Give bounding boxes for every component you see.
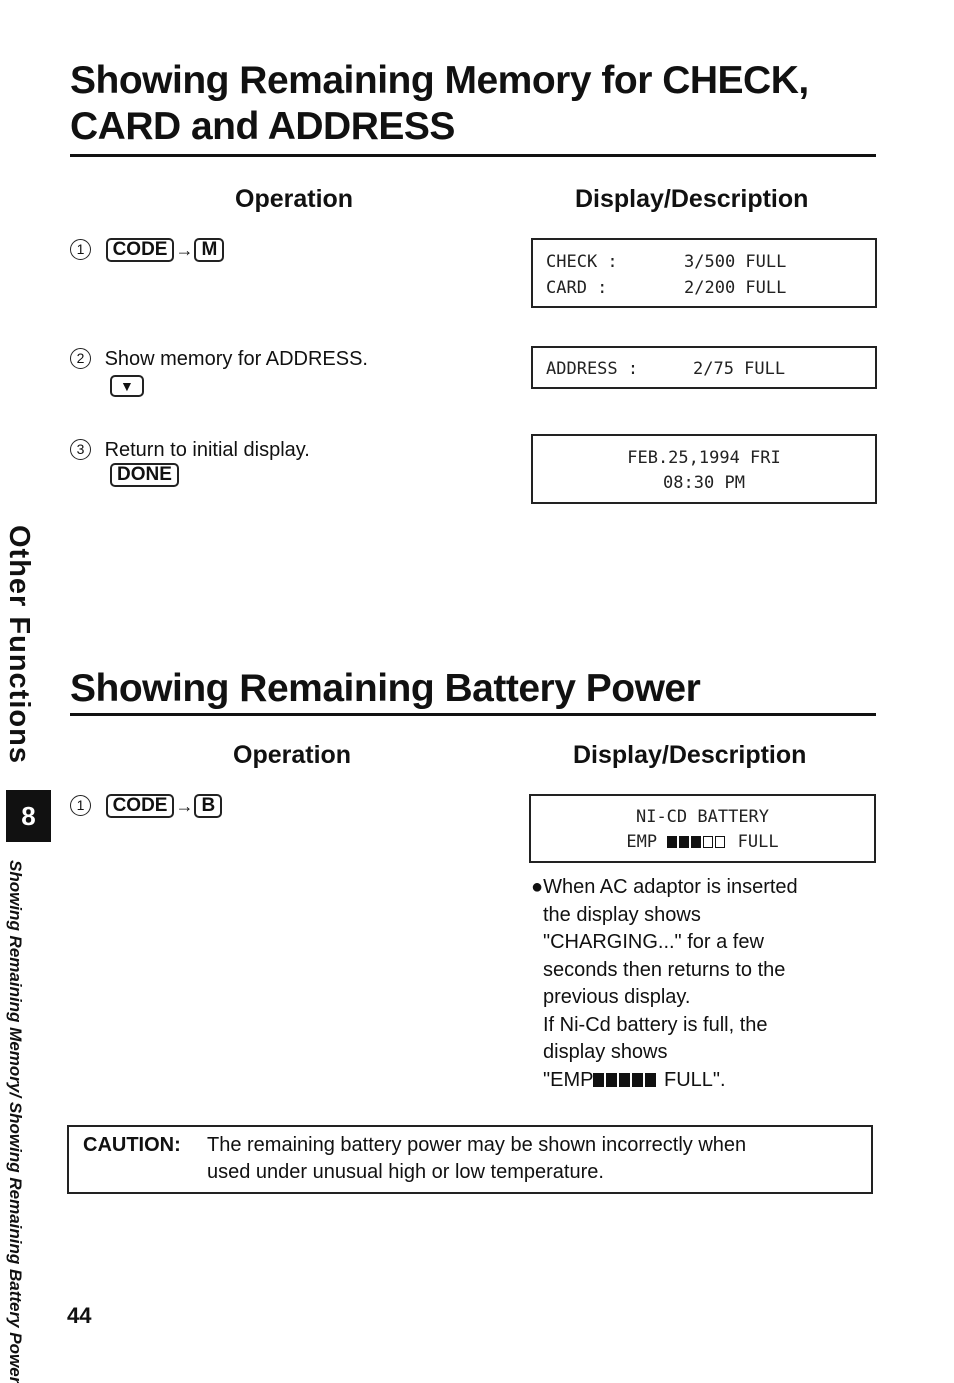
section1-title [70, 58, 809, 150]
b-key: B [194, 794, 222, 818]
down-arrow-icon: ▼ [110, 375, 144, 397]
m-key: M [194, 238, 224, 262]
step-2-text: Show memory for ADDRESS. [104, 347, 368, 370]
step-number: 1 [70, 239, 91, 260]
section1-title-line2: CARD and ADDRESS [70, 105, 455, 148]
battery-segment-filled [619, 1073, 630, 1087]
section2-step-1 [70, 793, 222, 818]
done-key: DONE [110, 463, 179, 487]
step-number: 3 [70, 439, 91, 460]
sidebar-subtitle-line2: Showing Remaining Battery Power [6, 1101, 25, 1383]
lcd-time: 08:30 PM [663, 473, 745, 493]
sidebar-subtitle-line1: Showing Remaining Memory/ [6, 860, 25, 1098]
lcd-address-value: 2/75 FULL [693, 359, 786, 379]
note-line-full [531, 1067, 798, 1095]
section1-rule [70, 154, 876, 157]
battery-note [531, 874, 798, 1094]
code-key: CODE [106, 794, 175, 818]
code-key: CODE [106, 238, 175, 262]
section1-step-2 [70, 346, 368, 371]
battery-segment-filled [667, 836, 677, 848]
lcd-date: FEB.25,1994 FRI [627, 448, 781, 468]
section2-display-header: Display/Description [573, 741, 807, 769]
sidebar-subtitle [5, 860, 25, 1383]
note-line: seconds then returns to the [543, 958, 786, 981]
battery-full-indicator [593, 1069, 658, 1091]
note-line: "CHARGING..." for a few [543, 931, 764, 953]
battery-segment-empty [703, 836, 713, 848]
note-full-suffix: FULL". [658, 1068, 726, 1091]
note-line: display shows [543, 1041, 668, 1063]
battery-segment-empty [715, 836, 725, 848]
section2-operation-header: Operation [233, 741, 352, 769]
section1-display-header: Display/Description [575, 185, 809, 213]
section2-title: Showing Remaining Battery Power [70, 667, 701, 710]
lcd-full-label: FULL [737, 832, 779, 852]
lcd-display-initial [531, 434, 877, 504]
note-line: the display shows [543, 903, 701, 926]
step-number: 1 [70, 795, 91, 816]
lcd-check-label: CHECK : [546, 252, 618, 272]
section1-title-line1: Showing Remaining Memory for CHECK, [70, 59, 809, 102]
caution-line1: The remaining battery power may be shown incorrectly when [207, 1134, 747, 1156]
note-emp-prefix: "EMP [543, 1068, 594, 1091]
lcd-check-value: 3/500 FULL [684, 252, 787, 272]
chapter-number-badge: 8 [6, 790, 51, 842]
caution-box [67, 1125, 873, 1194]
step-number: 2 [70, 348, 91, 369]
lcd-display-address [531, 346, 877, 389]
section2-rule [70, 713, 876, 716]
step-3-text: Return to initial display. [104, 438, 310, 461]
note-line: ●When AC adaptor is inserted [531, 876, 798, 898]
note-line: previous display. [543, 986, 691, 1008]
lcd-display-battery [529, 794, 876, 863]
sidebar-tab-label: Other Functions [3, 525, 35, 764]
lcd-display-memory [531, 238, 877, 308]
done-key-wrap [110, 463, 179, 487]
lcd-card-label: CARD : [546, 278, 608, 298]
lcd-address-label: ADDRESS : [546, 359, 639, 379]
down-key [110, 375, 144, 397]
battery-segment-filled [606, 1073, 617, 1087]
battery-segment-filled [645, 1073, 656, 1087]
page-number: 44 [67, 1303, 92, 1328]
arrow-right-icon: → [175, 795, 194, 816]
battery-segment-filled [691, 836, 701, 848]
caution-line2: used under unusual high or low temperature. [207, 1161, 604, 1183]
caution-label: CAUTION: [83, 1134, 181, 1156]
battery-segment-filled [632, 1073, 643, 1087]
battery-level-indicator [667, 832, 727, 852]
section1-step-1 [70, 237, 224, 262]
lcd-battery-meter [531, 832, 874, 852]
battery-segment-filled [679, 836, 689, 848]
battery-segment-filled [593, 1073, 604, 1087]
section1-operation-header: Operation [235, 185, 354, 213]
lcd-card-value: 2/200 FULL [684, 278, 787, 298]
arrow-right-icon: → [175, 239, 194, 260]
lcd-emp-label: EMP [626, 832, 658, 852]
section1-step-3 [70, 437, 310, 462]
lcd-battery-title: NI-CD BATTERY [635, 807, 770, 827]
note-line: If Ni-Cd battery is full, the [543, 1013, 768, 1036]
